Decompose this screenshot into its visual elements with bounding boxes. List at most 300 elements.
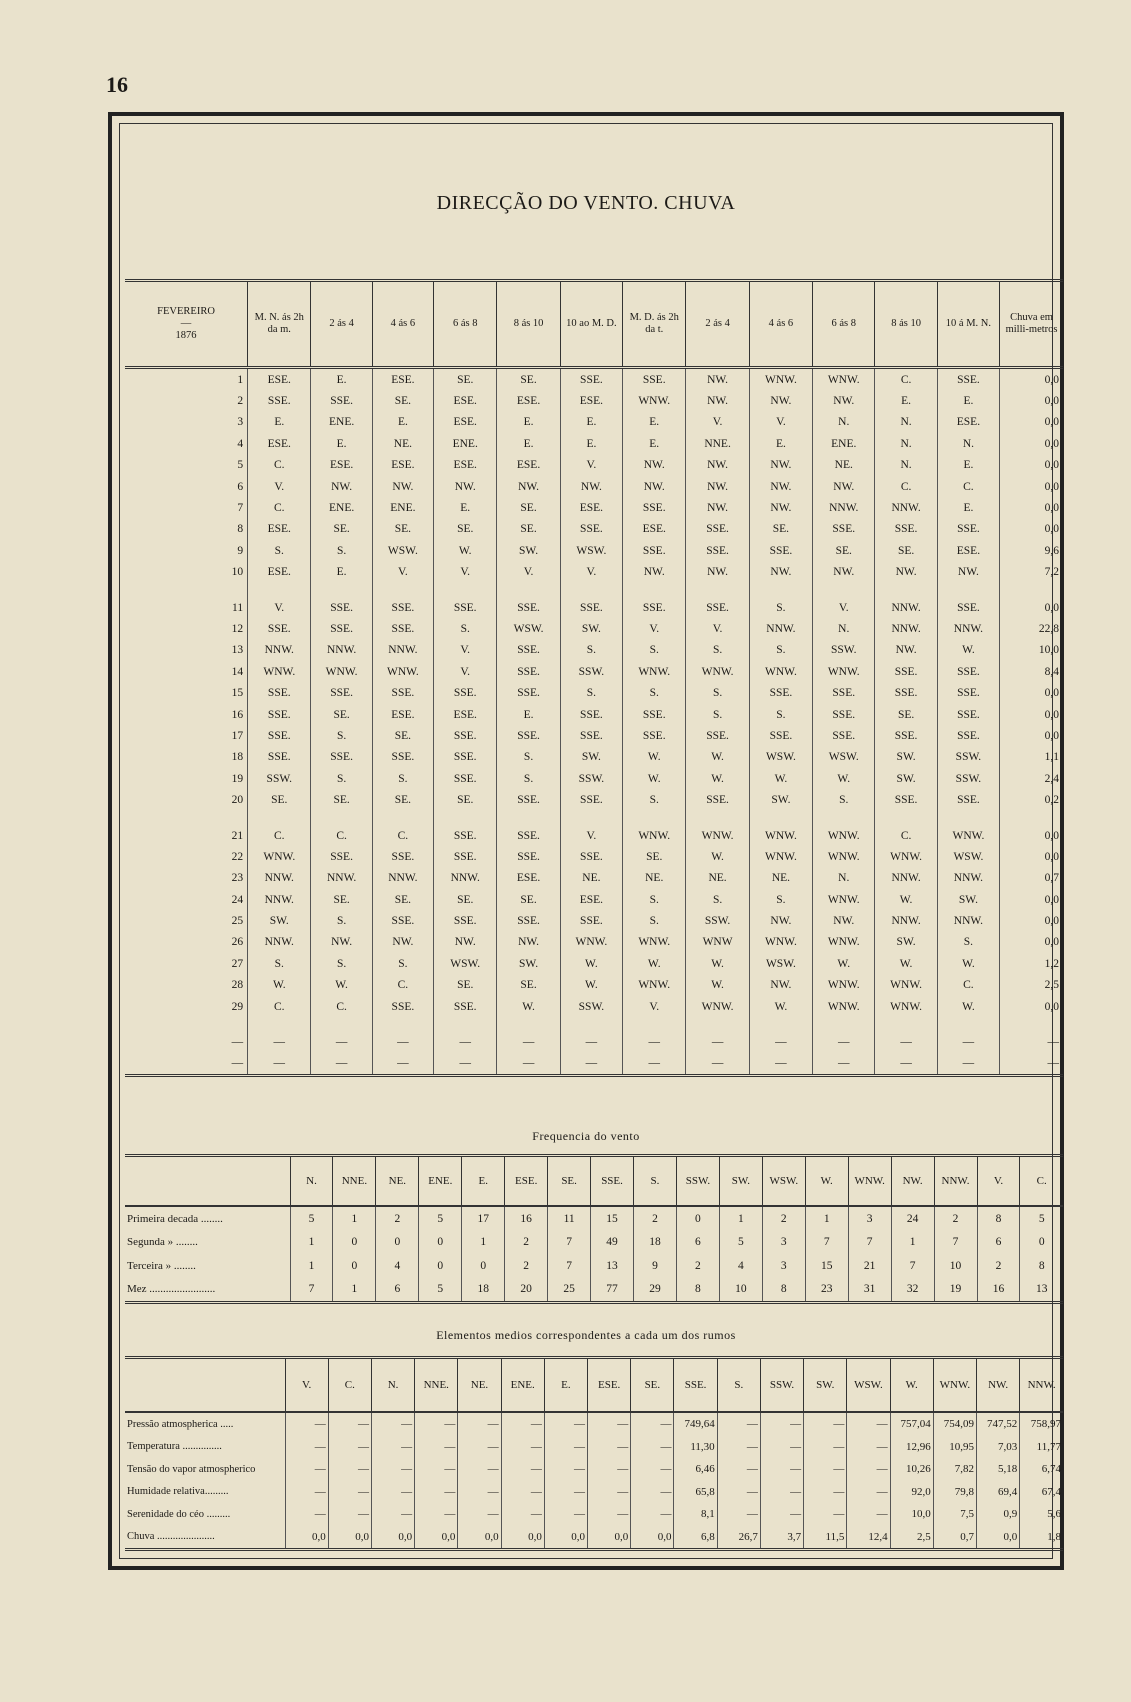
elem-column-header: NE.: [458, 1358, 501, 1413]
wind-cell: SSE.: [372, 996, 433, 1017]
wind-cell: —: [749, 1053, 812, 1076]
rain-cell: 10,0: [1000, 640, 1063, 661]
freq-column-header: N.: [290, 1156, 333, 1207]
wind-cell: SSE.: [937, 519, 999, 540]
value-cell: —: [847, 1458, 890, 1481]
value-cell: 1: [462, 1231, 505, 1255]
value-cell: 6: [977, 1231, 1020, 1255]
wind-cell: C.: [875, 811, 937, 846]
wind-cell: NW.: [749, 455, 812, 476]
value-cell: 1: [290, 1254, 333, 1278]
wind-cell: SE.: [311, 889, 372, 910]
value-cell: 49: [591, 1231, 634, 1255]
wind-cell: WNW.: [623, 975, 686, 996]
wind-cell: NW.: [813, 476, 875, 497]
wind-cell: SE.: [434, 519, 497, 540]
wind-direction-table: [125, 279, 1063, 1077]
value-cell: 8: [977, 1206, 1020, 1231]
table-row: [125, 433, 1063, 454]
row-label: Mez ........................: [127, 1283, 216, 1296]
value-cell: 1,8: [1020, 1526, 1063, 1550]
wind-cell: WSW.: [937, 846, 999, 867]
wind-cell: NW.: [686, 476, 749, 497]
value-cell: —: [717, 1503, 760, 1526]
value-cell: —: [760, 1436, 803, 1459]
table-row: [125, 583, 1063, 618]
day-cell: 25: [231, 915, 244, 928]
value-cell: —: [415, 1503, 458, 1526]
wind-cell: SSE.: [875, 682, 937, 703]
freq-column-header: NW.: [891, 1156, 934, 1207]
wind-cell: ESE.: [248, 562, 311, 583]
wind-cell: V.: [623, 996, 686, 1017]
wind-cell: NW.: [623, 455, 686, 476]
wind-cell: C.: [937, 975, 999, 996]
wind-cell: WNW.: [560, 932, 622, 953]
column-header: 2 ás 4: [686, 281, 749, 368]
rain-cell: 0,0: [1000, 889, 1063, 910]
wind-cell: —: [813, 1053, 875, 1076]
elem-column-header: NNW.: [1020, 1358, 1063, 1413]
value-cell: 0: [376, 1231, 419, 1255]
wind-cell: SSE.: [937, 725, 999, 746]
value-cell: 5: [719, 1231, 762, 1255]
value-cell: 0,0: [977, 1526, 1020, 1550]
wind-cell: WNW.: [813, 368, 875, 391]
value-cell: —: [501, 1436, 544, 1459]
value-cell: 15: [805, 1254, 848, 1278]
rain-cell: —: [1000, 1053, 1063, 1076]
wind-cell: SSE.: [560, 725, 622, 746]
value-cell: 2: [934, 1206, 977, 1231]
value-cell: —: [631, 1458, 674, 1481]
value-cell: 10,95: [933, 1436, 976, 1459]
wind-cell: N.: [813, 618, 875, 639]
value-cell: 6: [376, 1278, 419, 1303]
wind-cell: SE.: [311, 704, 372, 725]
value-cell: 5: [290, 1206, 333, 1231]
wind-cell: N.: [813, 412, 875, 433]
wind-cell: SSE.: [434, 682, 497, 703]
freq-column-header: E.: [462, 1156, 505, 1207]
wind-cell: NNW.: [248, 868, 311, 889]
wind-cell: SSE.: [937, 789, 999, 810]
wind-cell: —: [937, 1017, 999, 1052]
wind-cell: SSE.: [311, 846, 372, 867]
elements-header: [125, 1358, 1063, 1413]
wind-cell: —: [311, 1053, 372, 1076]
value-cell: 0,0: [588, 1526, 631, 1550]
wind-cell: S.: [749, 889, 812, 910]
wind-cell: SE.: [497, 889, 560, 910]
wind-cell: SE.: [434, 975, 497, 996]
wind-cell: S.: [248, 953, 311, 974]
value-cell: —: [371, 1436, 414, 1459]
wind-cell: NE.: [623, 868, 686, 889]
wind-cell: NW.: [749, 497, 812, 518]
wind-cell: SSE.: [248, 704, 311, 725]
value-cell: —: [328, 1412, 371, 1436]
value-cell: —: [717, 1458, 760, 1481]
wind-cell: V.: [497, 562, 560, 583]
wind-cell: WSW.: [749, 953, 812, 974]
wind-cell: SSE.: [623, 583, 686, 618]
wind-cell: E.: [248, 412, 311, 433]
wind-cell: NNW.: [937, 910, 999, 931]
wind-cell: WSW.: [813, 747, 875, 768]
wind-cell: SSE.: [248, 725, 311, 746]
value-cell: —: [760, 1481, 803, 1504]
wind-cell: SSE.: [560, 846, 622, 867]
day-cell: —: [231, 1057, 244, 1070]
day-cell: 29: [231, 1000, 244, 1013]
wind-cell: SSE.: [497, 910, 560, 931]
wind-cell: W.: [937, 953, 999, 974]
wind-cell: SE.: [372, 725, 433, 746]
wind-cell: NW.: [686, 390, 749, 411]
wind-cell: SSE.: [248, 618, 311, 639]
table-row: [125, 476, 1063, 497]
page-frame: [108, 112, 1064, 1570]
wind-cell: S.: [749, 704, 812, 725]
wind-cell: NNW.: [434, 868, 497, 889]
wind-cell: WSW.: [434, 953, 497, 974]
table-row: [125, 1526, 1063, 1550]
wind-cell: WNW.: [813, 996, 875, 1017]
wind-cell: WNW.: [813, 661, 875, 682]
wind-cell: SSE.: [372, 583, 433, 618]
wind-cell: SSE.: [434, 768, 497, 789]
value-cell: 5: [419, 1278, 462, 1303]
value-cell: —: [847, 1412, 890, 1436]
freq-column-header: SSW.: [676, 1156, 719, 1207]
wind-cell: WNW.: [623, 932, 686, 953]
wind-cell: SSE.: [434, 811, 497, 846]
wind-cell: W.: [686, 975, 749, 996]
wind-cell: SSE.: [875, 789, 937, 810]
elem-column-header: W.: [890, 1358, 933, 1413]
value-cell: 2: [634, 1206, 677, 1231]
wind-cell: WNW.: [686, 811, 749, 846]
value-cell: —: [544, 1412, 587, 1436]
table-row: [125, 846, 1063, 867]
wind-cell: NW.: [311, 932, 372, 953]
wind-cell: WNW.: [749, 811, 812, 846]
value-cell: —: [501, 1412, 544, 1436]
value-cell: —: [371, 1412, 414, 1436]
wind-cell: W.: [875, 889, 937, 910]
table-row: [125, 747, 1063, 768]
value-cell: 4: [376, 1254, 419, 1278]
value-cell: 18: [634, 1231, 677, 1255]
wind-cell: C.: [372, 811, 433, 846]
value-cell: —: [501, 1503, 544, 1526]
value-cell: 7: [934, 1231, 977, 1255]
table-row: [125, 889, 1063, 910]
wind-cell: WNW.: [623, 661, 686, 682]
wind-cell: S.: [623, 682, 686, 703]
wind-cell: ESE.: [248, 519, 311, 540]
value-cell: —: [588, 1412, 631, 1436]
day-cell: 6: [237, 480, 244, 493]
wind-cell: ESE.: [311, 455, 372, 476]
wind-cell: NW.: [686, 497, 749, 518]
value-cell: 1: [333, 1278, 376, 1303]
header-dash: —: [180, 318, 192, 329]
wind-cell: N.: [813, 868, 875, 889]
inner-frame: [119, 123, 1061, 1559]
value-cell: 16: [505, 1206, 548, 1231]
wind-cell: S.: [937, 932, 999, 953]
wind-cell: SE.: [875, 540, 937, 561]
value-cell: 0: [1020, 1231, 1063, 1255]
value-cell: 31: [848, 1278, 891, 1303]
wind-cell: W.: [497, 996, 560, 1017]
wind-cell: SSE.: [623, 540, 686, 561]
table-row: [125, 1206, 1063, 1231]
value-cell: 2: [977, 1254, 1020, 1278]
value-cell: 7: [805, 1231, 848, 1255]
table-row: [125, 562, 1063, 583]
value-cell: 1: [290, 1231, 333, 1255]
wind-cell: NE.: [686, 868, 749, 889]
wind-cell: SW.: [875, 747, 937, 768]
wind-cell: SSE.: [434, 725, 497, 746]
wind-cell: W.: [875, 953, 937, 974]
wind-cell: NNW.: [248, 889, 311, 910]
wind-cell: S.: [623, 889, 686, 910]
value-cell: —: [544, 1458, 587, 1481]
value-cell: —: [285, 1458, 328, 1481]
wind-cell: ESE.: [937, 540, 999, 561]
table-row: [125, 789, 1063, 810]
value-cell: 1: [891, 1231, 934, 1255]
wind-cell: W.: [813, 953, 875, 974]
day-cell: 11: [232, 601, 244, 614]
value-cell: 6,8: [674, 1526, 717, 1550]
table-row: [125, 768, 1063, 789]
wind-cell: W.: [749, 768, 812, 789]
wind-cell: WNW.: [623, 811, 686, 846]
value-cell: 0,9: [977, 1503, 1020, 1526]
wind-cell: W.: [686, 768, 749, 789]
value-cell: 0: [419, 1254, 462, 1278]
wind-cell: WNW.: [749, 661, 812, 682]
wind-cell: W.: [686, 953, 749, 974]
wind-cell: SE.: [372, 519, 433, 540]
wind-cell: SE.: [248, 789, 311, 810]
wind-cell: E.: [311, 433, 372, 454]
day-cell: 3: [237, 416, 244, 429]
value-cell: —: [458, 1503, 501, 1526]
value-cell: 8: [762, 1278, 805, 1303]
wind-cell: N.: [875, 433, 937, 454]
value-cell: —: [847, 1503, 890, 1526]
wind-cell: SSW.: [937, 747, 999, 768]
wind-cell: W.: [434, 540, 497, 561]
table-row: [125, 1481, 1063, 1504]
wind-cell: NNW.: [813, 497, 875, 518]
wind-cell: SE.: [372, 390, 433, 411]
wind-cell: SSE.: [372, 618, 433, 639]
table-row: [125, 725, 1063, 746]
wind-cell: SSE.: [813, 519, 875, 540]
value-cell: 3: [762, 1254, 805, 1278]
value-cell: 13: [591, 1254, 634, 1278]
wind-cell: V.: [248, 583, 311, 618]
rain-cell: 0,0: [1000, 910, 1063, 931]
wind-cell: NNW.: [875, 618, 937, 639]
rain-cell: 1,1: [1000, 747, 1063, 768]
row-label: Chuva ......................: [127, 1531, 215, 1543]
wind-cell: SSE.: [311, 390, 372, 411]
wind-cell: NNW.: [311, 640, 372, 661]
wind-cell: V.: [813, 583, 875, 618]
wind-cell: W.: [623, 953, 686, 974]
value-cell: 79,8: [933, 1481, 976, 1504]
wind-cell: SSE.: [623, 497, 686, 518]
wind-cell: WNW.: [749, 932, 812, 953]
wind-cell: SW.: [497, 540, 560, 561]
wind-cell: C.: [248, 811, 311, 846]
elem-column-header: WSW.: [847, 1358, 890, 1413]
table-row: [125, 1412, 1063, 1436]
wind-cell: NW.: [497, 476, 560, 497]
wind-cell: E.: [372, 412, 433, 433]
elem-column-header: E.: [544, 1358, 587, 1413]
month-label: FEVEREIRO: [157, 306, 215, 317]
wind-cell: E.: [875, 390, 937, 411]
wind-cell: NW.: [311, 476, 372, 497]
wind-cell: NW.: [937, 562, 999, 583]
elem-column-header: ESE.: [588, 1358, 631, 1413]
value-cell: 3: [762, 1231, 805, 1255]
value-cell: 758,97: [1020, 1412, 1063, 1436]
row-label: Humidade relativa.........: [127, 1486, 229, 1498]
wind-cell: NW.: [434, 476, 497, 497]
value-cell: —: [717, 1481, 760, 1504]
elem-column-header: SW.: [804, 1358, 847, 1413]
value-cell: 6,74: [1020, 1458, 1063, 1481]
wind-cell: ESE.: [434, 390, 497, 411]
wind-cell: S.: [311, 953, 372, 974]
wind-cell: NNW.: [875, 868, 937, 889]
wind-cell: NW.: [749, 390, 812, 411]
wind-cell: SSE.: [937, 368, 999, 391]
day-cell: 10: [231, 566, 244, 579]
wind-cell: SSE.: [434, 583, 497, 618]
wind-cell: W.: [813, 768, 875, 789]
wind-cell: SE.: [623, 846, 686, 867]
value-cell: —: [760, 1458, 803, 1481]
wind-cell: —: [434, 1053, 497, 1076]
wind-cell: —: [875, 1017, 937, 1052]
day-cell: 18: [231, 751, 244, 764]
wind-cell: NNW.: [937, 618, 999, 639]
wind-cell: SSE.: [749, 725, 812, 746]
value-cell: 4: [719, 1254, 762, 1278]
value-cell: —: [804, 1458, 847, 1481]
wind-cell: —: [248, 1053, 311, 1076]
value-cell: 5,6: [1020, 1503, 1063, 1526]
frequency-caption: Frequencia do vento: [532, 1129, 640, 1143]
value-cell: 0: [676, 1206, 719, 1231]
rain-cell: 0,0: [1000, 704, 1063, 725]
value-cell: 11: [548, 1206, 591, 1231]
table-row: [125, 1503, 1063, 1526]
wind-cell: SSE.: [560, 789, 622, 810]
value-cell: 8,1: [674, 1503, 717, 1526]
value-cell: 2: [676, 1254, 719, 1278]
wind-cell: SSE.: [560, 910, 622, 931]
freq-column-header: C.: [1020, 1156, 1063, 1207]
wind-cell: ESE.: [560, 390, 622, 411]
wind-cell: S.: [623, 640, 686, 661]
value-cell: 13: [1020, 1278, 1063, 1303]
wind-cell: S.: [497, 747, 560, 768]
table-row: [125, 661, 1063, 682]
table-row: [125, 390, 1063, 411]
month-header: [125, 281, 248, 368]
rain-cell: —: [1000, 1017, 1063, 1052]
value-cell: 754,09: [933, 1412, 976, 1436]
value-cell: 26,7: [717, 1526, 760, 1550]
wind-cell: SSE.: [248, 747, 311, 768]
table-row: [125, 704, 1063, 725]
rain-cell: 2,5: [1000, 975, 1063, 996]
wind-cell: V.: [248, 476, 311, 497]
value-cell: 0,0: [458, 1526, 501, 1550]
wind-cell: SSE.: [560, 519, 622, 540]
value-cell: —: [804, 1503, 847, 1526]
wind-cell: SSE.: [686, 789, 749, 810]
wind-cell: W.: [937, 996, 999, 1017]
wind-cell: NE.: [372, 433, 433, 454]
wind-cell: —: [560, 1017, 622, 1052]
wind-cell: W.: [560, 953, 622, 974]
table-row: [125, 975, 1063, 996]
wind-cell: NNW.: [248, 932, 311, 953]
rain-cell: 7,2: [1000, 562, 1063, 583]
wind-cell: SSE.: [686, 583, 749, 618]
column-header: 6 ás 8: [813, 281, 875, 368]
wind-cell: NNW.: [875, 497, 937, 518]
wind-cell: SSE.: [937, 682, 999, 703]
wind-cell: ESE.: [497, 390, 560, 411]
day-cell: 4: [237, 437, 244, 450]
freq-column-header: NNE.: [333, 1156, 376, 1207]
wind-cell: SSE.: [497, 789, 560, 810]
value-cell: —: [458, 1458, 501, 1481]
wind-cell: V.: [560, 562, 622, 583]
value-cell: —: [760, 1412, 803, 1436]
wind-cell: NW.: [749, 910, 812, 931]
day-cell: 9: [237, 544, 244, 557]
value-cell: 5,18: [977, 1458, 1020, 1481]
value-cell: —: [588, 1481, 631, 1504]
wind-cell: WSW.: [497, 618, 560, 639]
value-cell: 25: [548, 1278, 591, 1303]
value-cell: 11,30: [674, 1436, 717, 1459]
row-label: Segunda » ........: [127, 1236, 198, 1249]
table-row: [125, 640, 1063, 661]
elem-column-header: C.: [328, 1358, 371, 1413]
wind-cell: SSE.: [372, 747, 433, 768]
table-row: [125, 455, 1063, 476]
table-row: [125, 868, 1063, 889]
wind-cell: —: [686, 1053, 749, 1076]
value-cell: —: [415, 1412, 458, 1436]
